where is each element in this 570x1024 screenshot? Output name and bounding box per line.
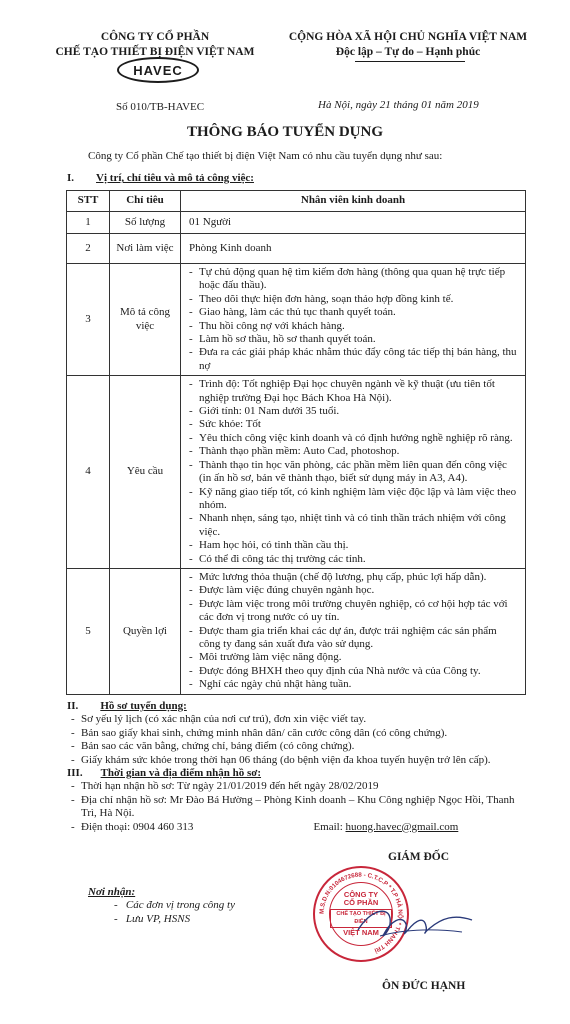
list-item: - Trình độ: Tốt nghiệp Đại học chuyên ngành về kỹ thuật (ưu tiên tốt nghiệp trường Đại học Bách Khoa Hà Nội). [189, 378, 519, 405]
phone-text: Điện thoại: 0904 460 313 [81, 820, 194, 833]
list-item: - Nghỉ các ngày chủ nhật hàng tuần. [189, 678, 519, 691]
list-item: - Bản sao các văn bằng, chứng chỉ, bảng điểm (có công chứng). [67, 740, 532, 753]
table-row [67, 376, 526, 569]
list-item: - Giao hàng, làm các thủ tục thanh quyết toán. [189, 306, 519, 319]
row-stt: 2 [67, 234, 110, 264]
list-item: - Mức lương thỏa thuận (chế độ lương, phụ cấp, phúc lợi hấp dẫn). [189, 571, 519, 584]
list-item: - Yêu thích công việc kinh doanh và có định hướng nghề nghiệp rõ ràng. [189, 432, 519, 445]
benefits-list [181, 569, 525, 694]
deadline-item: - Thời hạn nhận hồ sơ: Từ ngày 21/01/2019 đến hết ngày 28/02/2019 [67, 780, 532, 793]
header-criteria: Chỉ tiêu [110, 191, 181, 212]
row-label: Mô tả công việc [110, 264, 181, 376]
row-label: Số lượng [110, 212, 181, 234]
document-number: Số 010/TB-HAVEC [116, 101, 205, 113]
seal-line: CÔNG TY [343, 889, 379, 899]
recipients-title: Nơi nhận: [88, 886, 136, 898]
signer-title: GIÁM ĐỐC [388, 851, 450, 863]
seal-line: VIỆT NAM [343, 927, 379, 937]
intro-text: Công ty Cổ phần Chế tạo thiết bị điện Việt Nam có nhu cầu tuyển dụng như sau: [88, 150, 443, 162]
row-items [181, 568, 526, 694]
list-item: - Làm hồ sơ thầu, hồ sơ thanh quyết toán. [189, 333, 519, 346]
table-row [67, 264, 526, 376]
company-name-line2: CHẾ TẠO THIẾT BỊ ĐIỆN VIỆT NAM [55, 46, 255, 58]
director-signature [350, 900, 480, 950]
table-header-row [67, 191, 526, 212]
national-header [258, 30, 558, 60]
job-table [66, 190, 526, 695]
national-motto-line2: Độc lập – Tự do – Hạnh phúc [335, 46, 481, 58]
list-item: - Sơ yếu lý lịch (có xác nhận của nơi cư trú), đơn xin việc viết tay. [67, 713, 532, 726]
header-stt: STT [67, 191, 110, 212]
row-items [181, 376, 526, 569]
list-item: - Được tham gia triển khai các dự án, được trải nghiệm các sản phẩm công ty đang sản xuất đưa vào sử dụng. [189, 625, 519, 652]
address-item: - Địa chỉ nhận hồ sơ: Mr Đào Bá Hường – Phòng Kinh doanh – Khu Công nghiệp Ngọc Hồi, Thanh Trì, Hà Nội. [67, 794, 532, 821]
row-stt: 5 [67, 568, 110, 694]
section2-number: II. [67, 700, 79, 712]
national-motto-line1: CỘNG HÒA XÃ HỘI CHỦ NGHĨA VIỆT NAM [288, 31, 528, 43]
list-item: - Đưa ra các giải pháp khác nhằm thúc đẩy công tác tiếp thị bán hàng, thu nợ [189, 346, 519, 373]
contact-item [67, 821, 532, 834]
list-item: - Bản sao giấy khai sinh, chứng minh nhân dân/ căn cước công dân (có công chứng). [67, 727, 532, 740]
list-item: - Tự chủ động quan hệ tìm kiếm đơn hàng (thông qua quan hệ trực tiếp hoặc đấu thầu). [189, 266, 519, 293]
seal-line: CỔ PHẦN [343, 898, 379, 908]
recipient-item: - Các đơn vị trong công ty [114, 899, 235, 912]
seal-line: CHẾ TẠO THIẾT BỊ ĐIỆN [330, 909, 392, 928]
row-value: Phòng Kinh doanh [181, 234, 526, 264]
company-name-line1: CÔNG TY CỔ PHẦN [100, 31, 210, 43]
application-docs-list [67, 713, 532, 767]
list-item: - Được làm việc đúng chuyên ngành học. [189, 584, 519, 597]
row-value: 01 Người [181, 212, 526, 234]
row-label: Nơi làm việc [110, 234, 181, 264]
table-row [67, 568, 526, 694]
document-date: Hà Nội, ngày 21 tháng 01 năm 2019 [318, 99, 479, 111]
list-item: - Thu hồi công nợ với khách hàng. [189, 320, 519, 333]
signer-name: ÔN ĐỨC HẠNH [382, 980, 466, 992]
job-description-list [181, 264, 525, 375]
list-item: - Giấy khám sức khỏe trong thời hạn 06 tháng (do bệnh viện đa khoa tuyến huyện trở lên cấp). [67, 754, 532, 767]
submission-info-list [67, 780, 532, 834]
list-item: - Sức khỏe: Tốt [189, 418, 519, 431]
section3-heading [67, 767, 532, 780]
row-label: Quyền lợi [110, 568, 181, 694]
header-position: Nhân viên kinh doanh [181, 191, 526, 212]
row-stt: 1 [67, 212, 110, 234]
list-item: - Thành thạo phần mềm: Auto Cad, photoshop. [189, 445, 519, 458]
list-item: - Được đóng BHXH theo quy định của Nhà nước và của Công ty. [189, 665, 519, 678]
list-item: - Kỹ năng giao tiếp tốt, có kinh nghiệm làm việc độc lập và làm việc theo nhóm. [189, 486, 519, 513]
email-link[interactable]: huong.havec@gmail.com [345, 820, 459, 833]
recipient-item: - Lưu VP, HSNS [114, 912, 191, 925]
havec-logo: HAVEC [117, 57, 199, 83]
list-item: - Ham học hỏi, có tinh thần cầu thị. [189, 539, 519, 552]
list-item: - Thành thạo tin học văn phòng, các phần mềm liên quan đến công việc (in ấn hồ sơ, bản vẽ thành thạo, biết sử dụng máy in A3, A4). [189, 459, 519, 486]
section2-heading [67, 700, 532, 713]
list-item: - Môi trường làm việc năng động. [189, 651, 519, 664]
row-label: Yêu cầu [110, 376, 181, 569]
list-item: - Có thể đi công tác thị trường các tỉnh. [189, 553, 519, 566]
list-item: - Nhanh nhẹn, sáng tạo, nhiệt tình và có tinh thần trách nhiệm với công việc. [189, 512, 519, 539]
table-row [67, 212, 526, 234]
row-stt: 4 [67, 376, 110, 569]
list-item: - Được làm việc trong môi trường chuyên nghiệp, có cơ hội hợp tác với các đơn vị trong nước có uy tín. [189, 598, 519, 625]
motto-underline [355, 61, 465, 62]
section2 [67, 700, 532, 834]
section1-number: I. [67, 172, 75, 184]
section3-number: III. [67, 767, 83, 780]
svg-text:M.S.D.N:0104672688 - C.T.C.P *: M.S.D.N:0104672688 - C.T.C.P * T.P HÀ NỘI * THANH TRÌ [318, 871, 404, 954]
list-item: - Theo dõi thực hiện đơn hàng, soạn thảo hợp đồng kinh tế. [189, 293, 519, 306]
section1-title: Vị trí, chỉ tiêu và mô tả công việc: [96, 172, 254, 184]
email-label: Email: [313, 820, 343, 833]
document-title: THÔNG BÁO TUYỂN DỤNG [187, 124, 383, 140]
table-row [67, 234, 526, 264]
section2-title: Hồ sơ tuyển dụng: [100, 700, 187, 712]
row-stt: 3 [67, 264, 110, 376]
section3-title: Thời gian và địa điểm nhận hồ sơ: [100, 767, 262, 780]
list-item: - Giới tính: 01 Nam dưới 35 tuổi. [189, 405, 519, 418]
recipients-block [88, 886, 235, 926]
section1-heading [67, 172, 254, 185]
company-header [40, 30, 270, 60]
row-items [181, 264, 526, 376]
requirements-list [181, 376, 525, 568]
